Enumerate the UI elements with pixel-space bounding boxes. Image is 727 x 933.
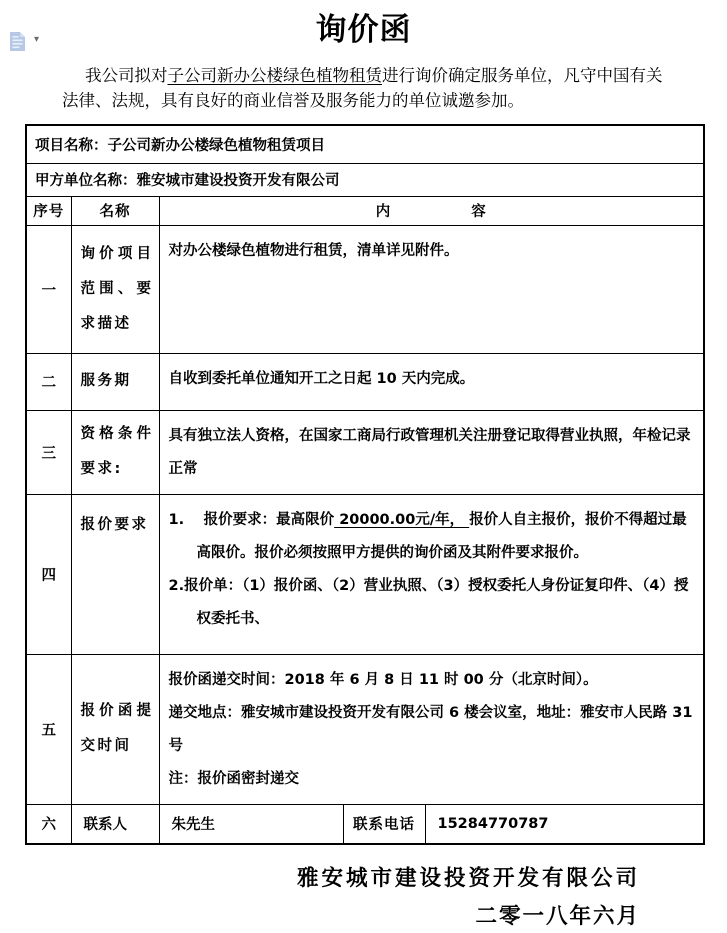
table-row (26, 225, 704, 353)
paste-clipboard-icon[interactable] (8, 31, 27, 52)
row2-no-cell: 二 (26, 353, 71, 410)
project-name-cell: 项目名称：子公司新办公楼绿色植物租赁项目 (26, 125, 704, 163)
intro-underlined-subject: 子公司新办公楼绿色植物租赁 (167, 66, 382, 85)
phone-label-cell: 联系电话 (343, 804, 425, 844)
paste-options-dropdown-arrow-icon[interactable]: ▾ (34, 34, 40, 45)
row5-content-cell (159, 654, 704, 804)
row4-content-cell (159, 494, 704, 654)
table-header-row (26, 196, 704, 225)
row2-content-cell: 自收到委托单位通知开工之日起 10 天内完成。 (159, 353, 704, 410)
row4-no-cell: 四 (26, 494, 71, 654)
row4-name-cell: 报价要求 (71, 494, 159, 654)
item1-prefix: 1. 报价要求：最高限价 (168, 511, 335, 528)
intro-suffix: 进行询价确定服务单位，凡守中国有关法律、法规，具有良好的商业信誉及服务能力的单位诚邀参加。 (62, 66, 663, 110)
paste-options-widget[interactable] (8, 31, 39, 52)
header-content-cell (159, 196, 704, 225)
quote-requirement-item1 (169, 504, 694, 570)
inquiry-table (25, 124, 705, 845)
page-title: 询价函 (315, 12, 412, 48)
signature-block (297, 862, 640, 933)
header-content-char2: 容 (471, 204, 487, 220)
row1-content-cell: 对办公楼绿色植物进行租赁，清单详见附件。 (159, 225, 704, 353)
header-no-cell: 序号 (26, 196, 71, 225)
row3-name-cell: 资格条件要求: (71, 410, 159, 494)
table-row (26, 353, 704, 410)
table-row (26, 654, 704, 804)
row2-name-cell: 服务期 (71, 353, 159, 410)
row6-no-cell: 六 (26, 804, 71, 844)
quote-requirement-item2: 2.报价单：（1）报价函、（2）营业执照、（3）授权委托人身份证复印件、（4）授权委托书、 (168, 577, 689, 627)
intro-paragraph (62, 63, 665, 113)
signature-date: 二零一八年六月 (475, 904, 640, 929)
row6-name-cell: 联系人 (71, 804, 159, 844)
signature-company: 雅安城市建设投资开发有限公司 (296, 866, 640, 891)
row3-content-cell: 具有独立法人资格，在国家工商局行政管理机关注册登记取得营业执照，年检记录正常 (159, 410, 704, 494)
submission-time-line: 报价函递交时间：2018 年 6 月 8 日 11 时 00 分（北京时间）。 (168, 671, 598, 688)
table-row (26, 125, 704, 163)
submission-note-line: 注：报价函密封递交 (168, 770, 299, 787)
table-row (26, 804, 704, 844)
item1-suffix: 报价人自主报价，报价不得超过最高限价。报价必须按照甲方提供的询价函及其附件要求报价。 (196, 511, 687, 561)
row1-name-cell: 询价项目范围、要求描述 (71, 225, 159, 353)
header-content-char1: 内 (375, 204, 392, 220)
table-row (26, 494, 704, 654)
row5-name-cell: 报价函提交时间 (71, 654, 159, 804)
row3-no-cell: 三 (26, 410, 71, 494)
max-price-underlined: 20000.00元/年， (334, 511, 470, 528)
contact-name-cell: 朱先生 (159, 804, 343, 844)
row5-no-cell: 五 (26, 654, 71, 804)
header-name-cell: 名称 (71, 196, 159, 225)
table-row (26, 410, 704, 494)
table-row (26, 163, 704, 196)
phone-number-cell: 15284770787 (425, 804, 704, 844)
submission-place-line: 递交地点：雅安城市建设投资开发有限公司 6 楼会议室，地址：雅安市人民路 31 号 (168, 704, 693, 754)
intro-prefix: 我公司拟对 (85, 66, 168, 85)
party-name-cell: 甲方单位名称：雅安城市建设投资开发有限公司 (26, 163, 704, 196)
row1-no-cell: 一 (26, 225, 71, 353)
